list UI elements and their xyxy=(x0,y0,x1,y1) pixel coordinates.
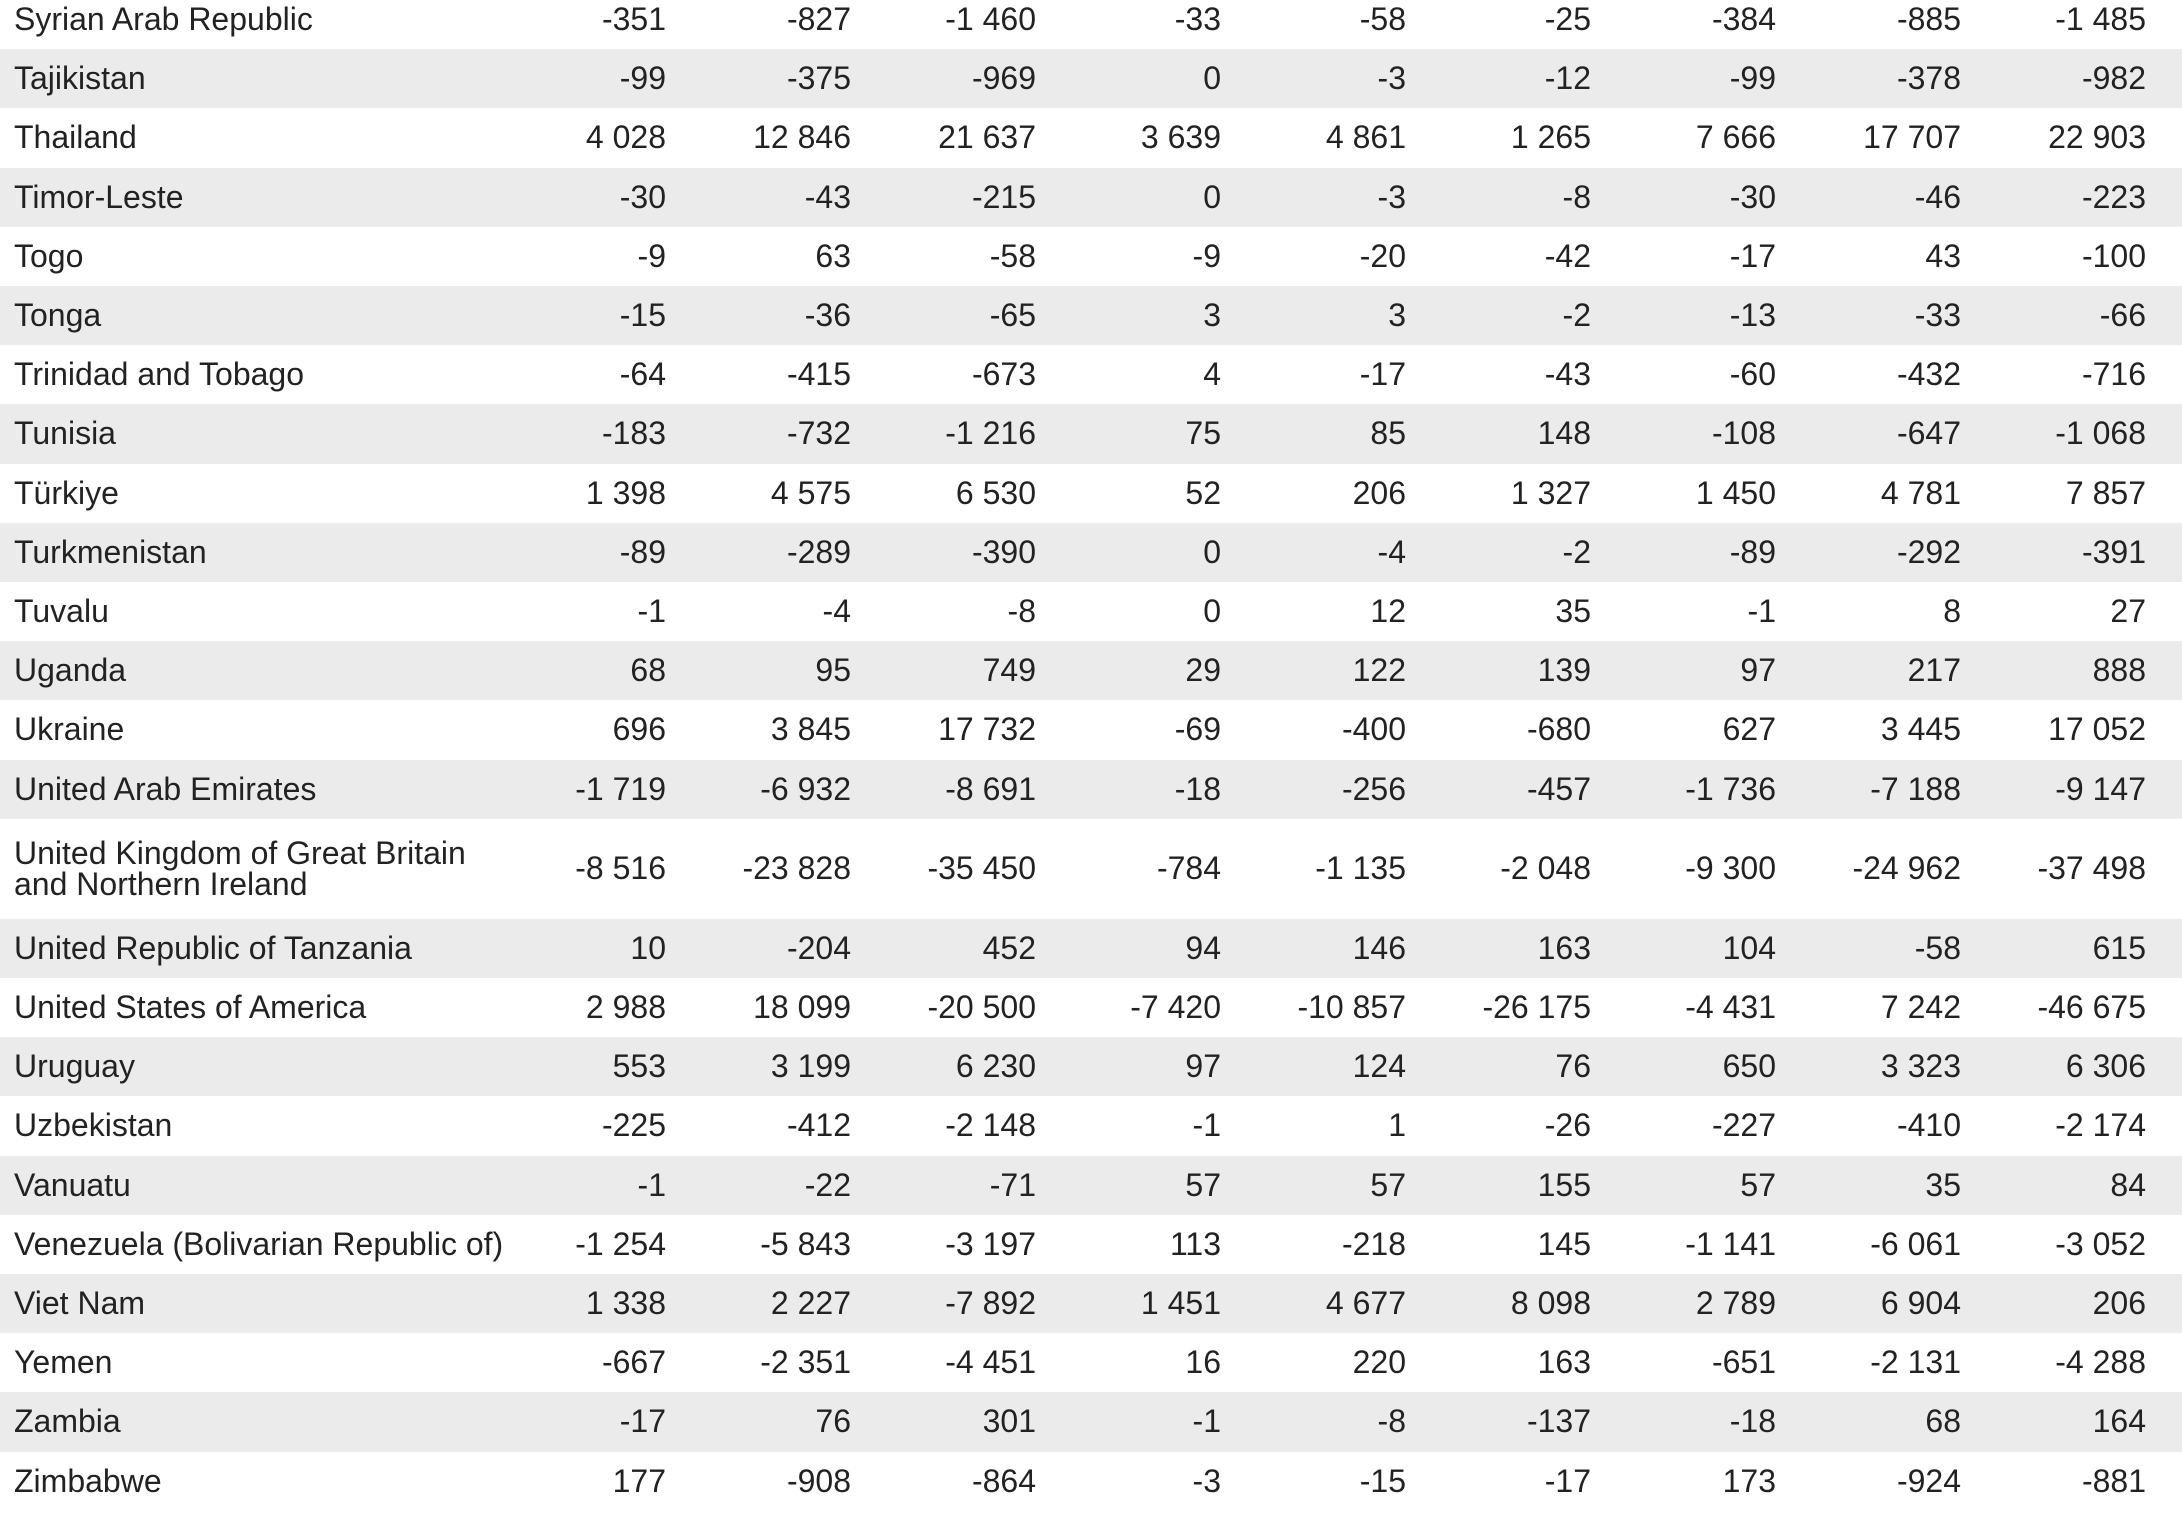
value-cell: -716 xyxy=(2081,356,2146,393)
value-cell: 43 xyxy=(1925,237,1961,274)
table-row xyxy=(0,1274,2182,1333)
value-cell: -2 351 xyxy=(760,1344,851,1381)
value-cell: 57 xyxy=(1740,1166,1776,1203)
value-cell: -33 xyxy=(1174,1,1221,38)
value-cell: -20 500 xyxy=(927,989,1036,1026)
value-cell: -43 xyxy=(804,178,851,215)
value-cell: -46 675 xyxy=(2037,989,2146,1026)
value-cell: 68 xyxy=(630,652,666,689)
value-cell: -2 131 xyxy=(1870,1344,1961,1381)
table-row xyxy=(0,523,2182,582)
value-cell: -9 xyxy=(1192,237,1221,274)
value-cell: 21 637 xyxy=(938,119,1036,156)
country-name: Tuvalu xyxy=(14,593,109,630)
country-name: Thailand xyxy=(14,119,137,156)
value-cell: -30 xyxy=(1729,178,1776,215)
value-cell: -924 xyxy=(1896,1462,1961,1499)
value-cell: -351 xyxy=(601,1,666,38)
value-cell: -9 300 xyxy=(1685,850,1776,887)
value-cell: -1 xyxy=(1192,1107,1221,1144)
value-cell: 104 xyxy=(1722,929,1776,966)
value-cell: -7 188 xyxy=(1870,770,1961,807)
value-cell: -2 048 xyxy=(1500,850,1591,887)
value-cell: -64 xyxy=(619,356,666,393)
value-cell: -647 xyxy=(1896,415,1961,452)
value-cell: -969 xyxy=(971,60,1036,97)
value-cell: -17 xyxy=(619,1403,666,1440)
value-cell: 124 xyxy=(1352,1048,1406,1085)
value-cell: 1 338 xyxy=(585,1285,666,1322)
value-cell: -218 xyxy=(1341,1225,1406,1262)
value-cell: -36 xyxy=(804,297,851,334)
value-cell: 8 098 xyxy=(1510,1285,1591,1322)
value-cell: 7 857 xyxy=(2065,474,2146,511)
value-cell: 27 xyxy=(2110,593,2146,630)
value-cell: 6 904 xyxy=(1880,1285,1961,1322)
value-cell: -43 xyxy=(1544,356,1591,393)
value-cell: 163 xyxy=(1537,1344,1591,1381)
value-cell: -24 962 xyxy=(1852,850,1961,887)
value-cell: -457 xyxy=(1526,770,1591,807)
value-cell: -4 451 xyxy=(945,1344,1036,1381)
value-cell: 7 666 xyxy=(1695,119,1776,156)
value-cell: 57 xyxy=(1370,1166,1406,1203)
value-cell: -410 xyxy=(1896,1107,1961,1144)
value-cell: 84 xyxy=(2110,1166,2146,1203)
value-cell: 2 227 xyxy=(770,1285,851,1322)
value-cell: -432 xyxy=(1896,356,1961,393)
value-cell: -225 xyxy=(601,1107,666,1144)
value-cell: -37 498 xyxy=(2037,850,2146,887)
value-cell: -108 xyxy=(1711,415,1776,452)
value-cell: -1 xyxy=(637,1166,666,1203)
value-cell: -7 420 xyxy=(1130,989,1221,1026)
value-cell: 206 xyxy=(2092,1285,2146,1322)
value-cell: 12 846 xyxy=(753,119,851,156)
value-cell: 3 xyxy=(1388,297,1406,334)
value-cell: -651 xyxy=(1711,1344,1776,1381)
table-row xyxy=(0,227,2182,286)
value-cell: -46 xyxy=(1914,178,1961,215)
value-cell: -17 xyxy=(1359,356,1406,393)
value-cell: 452 xyxy=(982,929,1036,966)
value-cell: 75 xyxy=(1185,415,1221,452)
value-cell: 6 306 xyxy=(2065,1048,2146,1085)
value-cell: 615 xyxy=(2092,929,2146,966)
value-cell: -89 xyxy=(1729,533,1776,570)
country-name: Uganda xyxy=(14,652,127,689)
value-cell: -60 xyxy=(1729,356,1776,393)
value-cell: -69 xyxy=(1174,711,1221,748)
table-row xyxy=(0,641,2182,700)
country-name: Syrian Arab Republic xyxy=(14,1,313,38)
country-name: Timor-Leste xyxy=(14,178,184,215)
table-row xyxy=(0,1037,2182,1096)
value-cell: -10 857 xyxy=(1297,989,1406,1026)
value-cell: 3 323 xyxy=(1880,1048,1961,1085)
table-row xyxy=(0,1215,2182,1274)
value-cell: -384 xyxy=(1711,1,1776,38)
value-cell: 63 xyxy=(815,237,851,274)
value-cell: -3 xyxy=(1377,60,1406,97)
table-row xyxy=(0,1156,2182,1215)
value-cell: -58 xyxy=(1914,929,1961,966)
value-cell: -8 xyxy=(1377,1403,1406,1440)
value-cell: -292 xyxy=(1896,533,1961,570)
value-cell: -1 485 xyxy=(2055,1,2146,38)
country-name: Türkiye xyxy=(14,474,119,511)
value-cell: 217 xyxy=(1907,652,1961,689)
value-cell: -58 xyxy=(1359,1,1406,38)
value-cell: -375 xyxy=(786,60,851,97)
value-cell: -26 175 xyxy=(1482,989,1591,1026)
value-cell: -183 xyxy=(601,415,666,452)
value-cell: -667 xyxy=(601,1344,666,1381)
value-cell: -223 xyxy=(2081,178,2146,215)
value-cell: -1 135 xyxy=(1315,850,1406,887)
table-row xyxy=(0,1096,2182,1155)
value-cell: 12 xyxy=(1370,593,1406,630)
value-cell: -2 174 xyxy=(2055,1107,2146,1144)
value-cell: 35 xyxy=(1555,593,1591,630)
value-cell: 7 242 xyxy=(1880,989,1961,1026)
value-cell: 0 xyxy=(1203,533,1221,570)
value-cell: -35 450 xyxy=(927,850,1036,887)
country-name: United Kingdom of Great Britain and Northern Ireland xyxy=(14,834,466,902)
value-cell: -8 xyxy=(1562,178,1591,215)
table-row xyxy=(0,168,2182,227)
value-cell: 4 861 xyxy=(1325,119,1406,156)
value-cell: -17 xyxy=(1729,237,1776,274)
country-name: Tunisia xyxy=(14,415,116,452)
country-name: Zambia xyxy=(14,1403,121,1440)
value-cell: 164 xyxy=(2092,1403,2146,1440)
value-cell: -227 xyxy=(1711,1107,1776,1144)
table-row xyxy=(0,1392,2182,1451)
value-cell: -8 691 xyxy=(945,770,1036,807)
table-row xyxy=(0,919,2182,978)
table-row xyxy=(0,582,2182,641)
value-cell: 35 xyxy=(1925,1166,1961,1203)
table-row xyxy=(0,978,2182,1037)
value-cell: -1 xyxy=(637,593,666,630)
value-cell: -2 148 xyxy=(945,1107,1036,1144)
value-cell: -390 xyxy=(971,533,1036,570)
value-cell: 76 xyxy=(815,1403,851,1440)
value-cell: 1 xyxy=(1388,1107,1406,1144)
value-cell: 1 265 xyxy=(1510,119,1591,156)
value-cell: -908 xyxy=(786,1462,851,1499)
value-cell: -13 xyxy=(1729,297,1776,334)
value-cell: 6 230 xyxy=(955,1048,1036,1085)
value-cell: 97 xyxy=(1185,1048,1221,1085)
table-row xyxy=(0,108,2182,167)
value-cell: -12 xyxy=(1544,60,1591,97)
value-cell: 0 xyxy=(1203,60,1221,97)
country-name: United Republic of Tanzania xyxy=(14,929,412,966)
value-cell: -22 xyxy=(804,1166,851,1203)
value-cell: -2 xyxy=(1562,297,1591,334)
table-row xyxy=(0,700,2182,759)
value-cell: -1 xyxy=(1747,593,1776,630)
value-cell: 145 xyxy=(1537,1225,1591,1262)
value-cell: 163 xyxy=(1537,929,1591,966)
table-row xyxy=(0,49,2182,108)
value-cell: 3 199 xyxy=(770,1048,851,1085)
value-cell: -66 xyxy=(2099,297,2146,334)
table-row xyxy=(0,1452,2182,1511)
table-row xyxy=(0,0,2182,49)
value-cell: 148 xyxy=(1537,415,1591,452)
value-cell: 1 450 xyxy=(1695,474,1776,511)
value-cell: 4 575 xyxy=(770,474,851,511)
value-cell: 6 530 xyxy=(955,474,1036,511)
value-cell: -3 xyxy=(1192,1462,1221,1499)
value-cell: 10 xyxy=(630,929,666,966)
value-cell: -99 xyxy=(1729,60,1776,97)
value-cell: -5 843 xyxy=(760,1225,851,1262)
value-cell: 301 xyxy=(982,1403,1036,1440)
value-cell: 0 xyxy=(1203,178,1221,215)
value-cell: 0 xyxy=(1203,593,1221,630)
value-cell: 177 xyxy=(612,1462,666,1499)
value-cell: -17 xyxy=(1544,1462,1591,1499)
value-cell: -3 xyxy=(1377,178,1406,215)
value-cell: 17 732 xyxy=(938,711,1036,748)
value-cell: -15 xyxy=(1359,1462,1406,1499)
country-name: Uzbekistan xyxy=(14,1107,173,1144)
country-name: Togo xyxy=(14,237,84,274)
value-cell: -9 xyxy=(637,237,666,274)
country-name: Yemen xyxy=(14,1344,113,1381)
value-cell: -4 288 xyxy=(2055,1344,2146,1381)
value-cell: -215 xyxy=(971,178,1036,215)
value-cell: -8 516 xyxy=(575,850,666,887)
value-cell: 4 677 xyxy=(1325,1285,1406,1322)
value-cell: -378 xyxy=(1896,60,1961,97)
value-cell: -1 xyxy=(1192,1403,1221,1440)
country-name: United States of America xyxy=(14,989,367,1026)
value-cell: -7 892 xyxy=(945,1285,1036,1322)
value-cell: -6 061 xyxy=(1870,1225,1961,1262)
value-cell: -42 xyxy=(1544,237,1591,274)
value-cell: -9 147 xyxy=(2055,770,2146,807)
value-cell: -1 460 xyxy=(945,1,1036,38)
value-cell: -827 xyxy=(786,1,851,38)
country-name: Tajikistan xyxy=(14,60,146,97)
value-cell: -204 xyxy=(786,929,851,966)
value-cell: -33 xyxy=(1914,297,1961,334)
value-cell: -18 xyxy=(1729,1403,1776,1440)
value-cell: 94 xyxy=(1185,929,1221,966)
country-name: Viet Nam xyxy=(14,1285,146,1322)
table-row xyxy=(0,286,2182,345)
value-cell: 122 xyxy=(1352,652,1406,689)
country-name: United Arab Emirates xyxy=(14,770,317,807)
value-cell: 206 xyxy=(1352,474,1406,511)
value-cell: -4 xyxy=(1377,533,1406,570)
value-cell: 139 xyxy=(1537,652,1591,689)
value-cell: 650 xyxy=(1722,1048,1776,1085)
value-cell: -673 xyxy=(971,356,1036,393)
value-cell: 29 xyxy=(1185,652,1221,689)
table-row xyxy=(0,404,2182,463)
value-cell: -1 141 xyxy=(1685,1225,1776,1262)
value-cell: 8 xyxy=(1943,593,1961,630)
table-row xyxy=(0,464,2182,523)
value-cell: 3 xyxy=(1203,297,1221,334)
value-cell: -30 xyxy=(619,178,666,215)
value-cell: -881 xyxy=(2081,1462,2146,1499)
value-cell: 76 xyxy=(1555,1048,1591,1085)
value-cell: -18 xyxy=(1174,770,1221,807)
value-cell: 95 xyxy=(815,652,851,689)
value-cell: 2 789 xyxy=(1695,1285,1776,1322)
value-cell: -20 xyxy=(1359,237,1406,274)
value-cell: 553 xyxy=(612,1048,666,1085)
country-name: Trinidad and Tobago xyxy=(14,356,304,393)
value-cell: -391 xyxy=(2081,533,2146,570)
value-cell: -256 xyxy=(1341,770,1406,807)
value-cell: 3 445 xyxy=(1880,711,1961,748)
value-cell: 155 xyxy=(1537,1166,1591,1203)
value-cell: 1 451 xyxy=(1140,1285,1221,1322)
value-cell: -864 xyxy=(971,1462,1036,1499)
value-cell: -3 052 xyxy=(2055,1225,2146,1262)
value-cell: -58 xyxy=(989,237,1036,274)
value-cell: 68 xyxy=(1925,1403,1961,1440)
value-cell: -2 xyxy=(1562,533,1591,570)
country-name: Venezuela (Bolivarian Republic of) xyxy=(14,1225,504,1262)
value-cell: -8 xyxy=(1007,593,1036,630)
value-cell: 749 xyxy=(982,652,1036,689)
value-cell: 696 xyxy=(612,711,666,748)
value-cell: -23 828 xyxy=(742,850,851,887)
value-cell: -1 719 xyxy=(575,770,666,807)
value-cell: -1 068 xyxy=(2055,415,2146,452)
table-row xyxy=(0,345,2182,404)
value-cell: -784 xyxy=(1156,850,1221,887)
value-cell: -415 xyxy=(786,356,851,393)
value-cell: 52 xyxy=(1185,474,1221,511)
value-cell: 1 398 xyxy=(585,474,666,511)
value-cell: 97 xyxy=(1740,652,1776,689)
value-cell: 113 xyxy=(1169,1225,1221,1262)
country-name: Zimbabwe xyxy=(14,1462,162,1499)
value-cell: -1 736 xyxy=(1685,770,1776,807)
value-cell: -15 xyxy=(619,297,666,334)
value-cell: -412 xyxy=(786,1107,851,1144)
value-cell: 4 xyxy=(1203,356,1221,393)
value-cell: -3 197 xyxy=(945,1225,1036,1262)
value-cell: 4 781 xyxy=(1880,474,1961,511)
country-name: Vanuatu xyxy=(14,1166,131,1203)
value-cell: -99 xyxy=(619,60,666,97)
value-cell: -400 xyxy=(1341,711,1406,748)
value-cell: -71 xyxy=(989,1166,1036,1203)
value-cell: -732 xyxy=(786,415,851,452)
value-cell: 146 xyxy=(1352,929,1406,966)
value-cell: -89 xyxy=(619,533,666,570)
value-cell: 888 xyxy=(2092,652,2146,689)
value-cell: 3 845 xyxy=(770,711,851,748)
value-cell: 3 639 xyxy=(1140,119,1221,156)
value-cell: -680 xyxy=(1526,711,1591,748)
value-cell: 17 707 xyxy=(1863,119,1961,156)
value-cell: -982 xyxy=(2081,60,2146,97)
value-cell: -6 932 xyxy=(760,770,851,807)
country-name: Tonga xyxy=(14,297,102,334)
value-cell: -26 xyxy=(1544,1107,1591,1144)
value-cell: -289 xyxy=(786,533,851,570)
value-cell: 220 xyxy=(1352,1344,1406,1381)
value-cell: 4 028 xyxy=(585,119,666,156)
value-cell: -137 xyxy=(1526,1403,1591,1440)
value-cell: -25 xyxy=(1544,1,1591,38)
value-cell: 18 099 xyxy=(753,989,851,1026)
value-cell: 57 xyxy=(1185,1166,1221,1203)
value-cell: -4 xyxy=(822,593,851,630)
country-name: Uruguay xyxy=(14,1048,135,1085)
value-cell: 16 xyxy=(1185,1344,1221,1381)
country-name: Ukraine xyxy=(14,711,125,748)
value-cell: 1 327 xyxy=(1510,474,1591,511)
value-cell: 173 xyxy=(1722,1462,1776,1499)
value-cell: 22 903 xyxy=(2048,119,2146,156)
value-cell: -100 xyxy=(2081,237,2146,274)
value-cell: 85 xyxy=(1370,415,1406,452)
value-cell: 2 988 xyxy=(585,989,666,1026)
value-cell: 627 xyxy=(1722,711,1776,748)
value-cell: -1 216 xyxy=(945,415,1036,452)
value-cell: 17 052 xyxy=(2048,711,2146,748)
table-row xyxy=(0,819,2182,919)
table-row xyxy=(0,1333,2182,1392)
value-cell: -65 xyxy=(989,297,1036,334)
table-row xyxy=(0,760,2182,819)
value-cell: -885 xyxy=(1896,1,1961,38)
value-cell: -4 431 xyxy=(1685,989,1776,1026)
value-cell: -1 254 xyxy=(575,1225,666,1262)
country-name: Turkmenistan xyxy=(14,533,207,570)
